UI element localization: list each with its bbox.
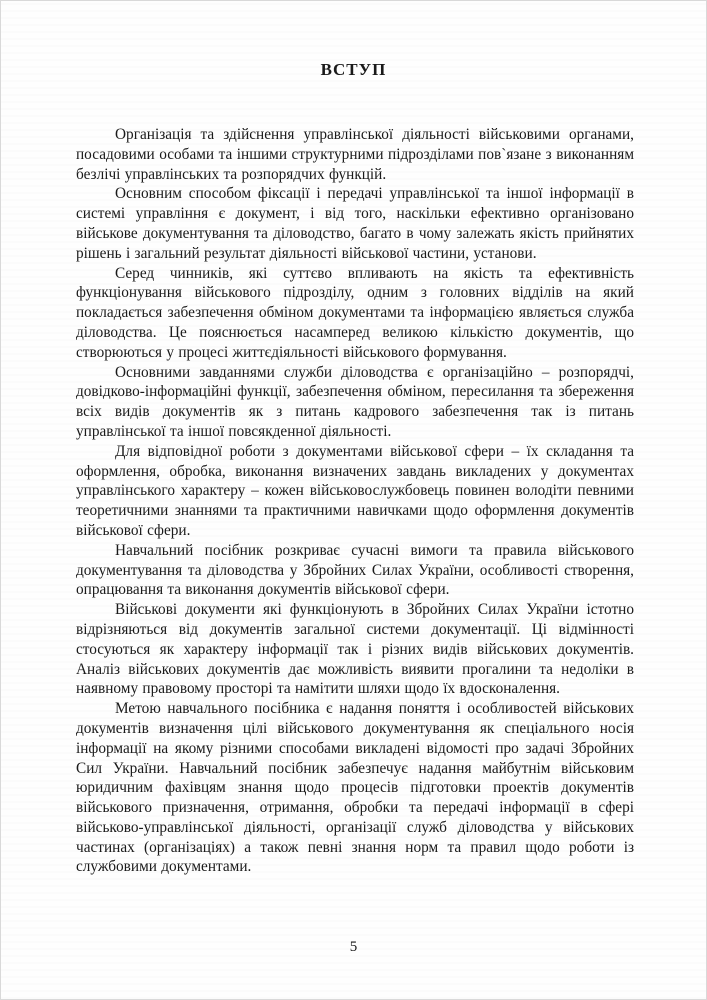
document-body [76, 125, 634, 877]
paragraph: Серед чинників, які суттєво впливають на якість та ефективність функціонування військового підрозділу, одним з головних відділів на який покладається забезпечення обміном документами та інформацією являється служба діловодства. Це пояснюється насамперед великою кількістю документів, що створюються у процесі життєдіяльності військового формування. [76, 264, 634, 361]
paragraph: Навчальний посібник розкриває сучасні вимоги та правила військового документування та діловодства у Збройних Силах України, особливості створення, опрацювання та виконання документів військової сфери. [76, 541, 634, 599]
paragraph: Військові документи які функціонують в Збройних Силах України істотно відрізняються від документів загальної системи документації. Ці відмінності стосуються як характеру інформації так і різних видів військових документів. Аналіз військових документів дає можливість виявити прогалини та недоліки в наявному правовому просторі та намітити шляхи щодо їх вдосконалення. [76, 601, 634, 698]
paragraph: Основним способом фіксації і передачі управлінської та іншої інформації в системі управління є документ, і від того, наскільки ефективно організовано військове документування та діловодство, багато в чому залежать якість прийнятих рішень і загальний результат діяльності військової частини, установи. [76, 185, 634, 262]
paragraph: Метою навчального посібника є надання поняття і особливостей військових документів визначення цілі військового документування як спеціального носія інформації на якому різними способами викладені відомості про задачі Збройних Сил України. Навчальний посібник забезпечує надання майбутнім військовим юридичним фахівцям знання щодо процесів підготовки проектів документів військового призначення, отримання, обробки та передачі інформації в сфері військово-управлінської діяльності, організації служб діловодства у військових частинах (організаціях) а також певні знання норм та правил щодо роботи із службовими документами. [76, 700, 634, 876]
paragraph: Для відповідної роботи з документами військової сфери – їх складання та оформлення, обробка, виконання визначених завдань викладених у документах управлінського характеру – кожен військовослужбовець повинен володіти певними теоретичними знаннями та практичними навичками щодо оформлення документів військової сфери. [76, 442, 634, 539]
page-number: 5 [349, 939, 358, 955]
page-title: ВСТУП [320, 60, 387, 79]
paragraph: Організація та здійснення управлінської діяльності військовими органами, посадовими особами та іншими структурними підрозділами пов`язане з виконанням безлічі управлінських та розпорядчих функцій. [76, 126, 634, 183]
paragraph: Основними завданнями служби діловодства є організаційно – розпорядчі, довідково-інформаційні функції, забезпечення обміном, пересилання та збереження всіх видів документів як з питань кадрового забезпечення так із питань управлінської та іншої повсякденної діяльності. [76, 363, 634, 440]
